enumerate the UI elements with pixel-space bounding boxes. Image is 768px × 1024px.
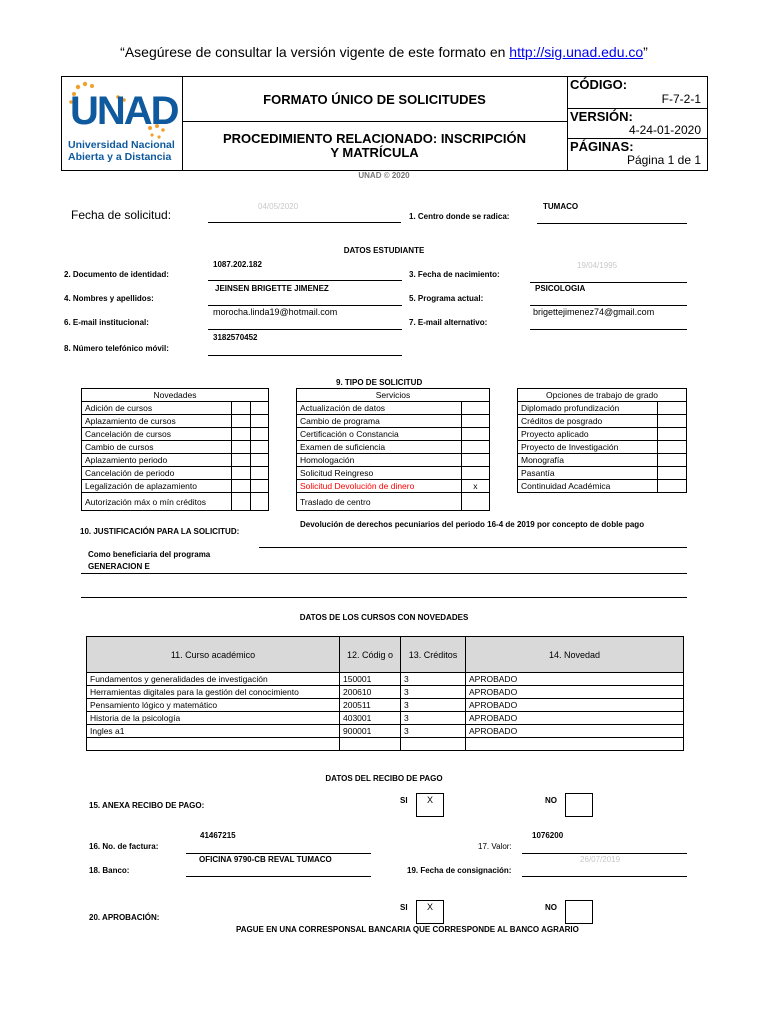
opcion-item: Diplomado profundización xyxy=(518,402,658,415)
servicio-item-highlight: Solicitud Devolución de dinero xyxy=(297,480,462,493)
procedure-title: PROCEDIMIENTO RELACIONADO: INSCRIPCIÓN Y MATRÍCULA xyxy=(222,131,527,160)
opcion-item: Proyecto de Investigación xyxy=(518,441,658,454)
table-row xyxy=(87,712,684,725)
opcion-check[interactable] xyxy=(658,428,687,441)
center-value[interactable]: TUMACO xyxy=(543,202,579,211)
opcion-check[interactable] xyxy=(658,415,687,428)
table-row xyxy=(87,738,684,751)
course-name: Ingles a1 xyxy=(87,725,340,738)
novedad-check[interactable] xyxy=(232,441,250,454)
table-row xyxy=(297,454,490,467)
opcion-item: Monografía xyxy=(518,454,658,467)
name-line xyxy=(208,305,402,306)
notice-link[interactable]: http://sig.unad.edu.co xyxy=(509,44,644,60)
table-row xyxy=(87,699,684,712)
novedad-item: Adición de cursos xyxy=(82,402,232,415)
course-code: 403001 xyxy=(340,712,401,725)
table-row xyxy=(87,673,684,686)
table-row xyxy=(297,441,490,454)
opcion-item: Créditos de posgrado xyxy=(518,415,658,428)
doc-label: 2. Documento de identidad: xyxy=(64,270,169,279)
unad-logo xyxy=(62,77,183,170)
novedades-header: Novedades xyxy=(82,389,269,402)
novedad-check[interactable] xyxy=(232,493,250,511)
program-line xyxy=(530,305,687,306)
program-value[interactable]: PSICOLOGIA xyxy=(535,284,586,293)
alt-email-value[interactable]: brigettejimenez74@gmail.com xyxy=(533,307,655,317)
course-status: APROBADO xyxy=(466,673,684,686)
pages-value: Página 1 de 1 xyxy=(626,153,701,167)
notice-suffix: ” xyxy=(643,44,648,60)
servicio-check[interactable] xyxy=(461,415,489,428)
student-section-title: DATOS ESTUDIANTE xyxy=(343,246,425,255)
bank-line xyxy=(186,876,371,877)
novedad-check[interactable] xyxy=(232,428,250,441)
approval-no-checkbox[interactable] xyxy=(565,900,593,924)
novedad-item: Cancelación de cursos xyxy=(82,428,232,441)
novedad-check[interactable] xyxy=(250,454,268,467)
table-row xyxy=(518,402,687,415)
novedad-check[interactable] xyxy=(250,415,268,428)
course-name: Pensamiento lógico y matemático xyxy=(87,699,340,712)
notice-prefix: “Asegúrese de consultar la versión vigente de este formato en xyxy=(120,44,510,60)
novedad-check[interactable] xyxy=(232,480,250,493)
table-row xyxy=(297,428,490,441)
annex-si-label: SI xyxy=(400,796,408,805)
courses-table xyxy=(86,636,684,751)
opcion-check[interactable] xyxy=(658,441,687,454)
table-row xyxy=(297,467,490,480)
justification-text-1[interactable]: Devolución de derechos pecuniarios del periodo 16-4 de 2019 por concepto de doble pago xyxy=(300,520,645,529)
servicio-check[interactable] xyxy=(461,428,489,441)
table-row xyxy=(82,428,269,441)
version-label: VERSIÓN: xyxy=(570,109,633,124)
amount-value[interactable]: 1076200 xyxy=(532,831,564,840)
bank-label: 18. Banco: xyxy=(89,866,130,875)
table-row xyxy=(518,480,687,493)
code-value: F-7-2-1 xyxy=(661,92,701,106)
opcion-check[interactable] xyxy=(658,480,687,493)
opcion-item: Continuidad Académica xyxy=(518,480,658,493)
center-label: 1. Centro donde se radica: xyxy=(409,212,510,221)
justification-line-2 xyxy=(81,573,687,574)
table-row xyxy=(82,454,269,467)
course-status xyxy=(466,738,684,751)
phone-line xyxy=(208,355,402,356)
opciones-table xyxy=(517,388,687,493)
table-row xyxy=(518,454,687,467)
novedad-item: Aplazamiento de cursos xyxy=(82,415,232,428)
course-name: Fundamentos y generalidades de investigación xyxy=(87,673,340,686)
opciones-header: Opciones de trabajo de grado xyxy=(518,389,687,402)
novedad-item: Legalización de aplazamiento xyxy=(82,480,232,493)
amount-label: 17. Valor: xyxy=(478,842,512,851)
center-line xyxy=(537,223,687,224)
servicio-item: Certificación o Constancia xyxy=(297,428,462,441)
course-code: 900001 xyxy=(340,725,401,738)
opcion-item: Proyecto aplicado xyxy=(518,428,658,441)
servicio-check-selected[interactable]: x xyxy=(461,480,489,493)
table-row xyxy=(87,686,684,699)
doc-line xyxy=(208,280,402,281)
servicio-item: Homologación xyxy=(297,454,462,467)
approval-label: 20. APROBACIÓN: xyxy=(89,913,160,922)
version-notice xyxy=(0,44,768,60)
novedad-check[interactable] xyxy=(250,441,268,454)
servicio-check[interactable] xyxy=(461,441,489,454)
copyright: UNAD © 2020 xyxy=(358,171,410,180)
logo-wordmark: UNAD xyxy=(70,89,178,133)
logo-subtitle-2: Abierta y a Distancia xyxy=(68,151,172,163)
code-label: CÓDIGO: xyxy=(570,77,628,92)
phone-value[interactable]: 3182570452 xyxy=(213,333,258,342)
annex-no-checkbox[interactable] xyxy=(565,793,593,817)
birth-label: 3. Fecha de nacimiento: xyxy=(409,270,500,279)
course-credits: 3 xyxy=(401,725,466,738)
course-status: APROBADO xyxy=(466,699,684,712)
birth-line xyxy=(530,282,687,283)
servicio-check[interactable] xyxy=(461,402,489,415)
form-header xyxy=(61,76,708,171)
servicio-check[interactable] xyxy=(461,467,489,480)
course-code-header: 12. Códig o xyxy=(340,637,401,673)
opcion-check[interactable] xyxy=(658,402,687,415)
novedad-item: Cancelación de periodo xyxy=(82,467,232,480)
course-credits: 3 xyxy=(401,712,466,725)
courses-header-row xyxy=(87,637,684,673)
alt-email-label: 7. E-mail alternativo: xyxy=(409,318,488,327)
amount-line xyxy=(522,853,687,854)
novedad-item: Cambio de cursos xyxy=(82,441,232,454)
justification-label: 10. JUSTIFICACIÓN PARA LA SOLICITUD: xyxy=(80,527,240,536)
invoice-value[interactable]: 41467215 xyxy=(200,831,236,840)
request-date-label: Fecha de solicitud: xyxy=(71,208,172,222)
table-row xyxy=(82,467,269,480)
logo-subtitle-1: Universidad Nacional xyxy=(68,139,175,151)
doc-value[interactable]: 1087.202.182 xyxy=(213,260,262,269)
email-value[interactable]: morocha.linda19@hotmail.com xyxy=(213,307,338,317)
opcion-check[interactable] xyxy=(658,454,687,467)
approval-si-checkbox[interactable]: X xyxy=(416,900,444,924)
novedad-check[interactable] xyxy=(250,480,268,493)
course-code: 150001 xyxy=(340,673,401,686)
justification-line-3 xyxy=(81,597,687,598)
servicios-table xyxy=(296,388,490,511)
novedad-item: Autorización máx o mín créditos xyxy=(82,493,232,511)
phone-label: 8. Número telefónico móvil: xyxy=(64,344,169,353)
novedad-check[interactable] xyxy=(250,428,268,441)
course-credits: 3 xyxy=(401,699,466,712)
table-row xyxy=(297,415,490,428)
course-name xyxy=(87,738,340,751)
course-credits xyxy=(401,738,466,751)
table-row xyxy=(518,441,687,454)
payment-section-title: DATOS DEL RECIBO DE PAGO xyxy=(325,774,443,783)
servicio-check[interactable] xyxy=(461,493,489,511)
servicio-item: Traslado de centro xyxy=(297,493,462,511)
table-row xyxy=(297,480,490,493)
table-row xyxy=(518,428,687,441)
email-label: 6. E-mail institucional: xyxy=(64,318,149,327)
servicio-check[interactable] xyxy=(461,454,489,467)
course-credits: 3 xyxy=(401,686,466,699)
course-code: 200610 xyxy=(340,686,401,699)
servicio-item: Solicitud Reingreso xyxy=(297,467,462,480)
payment-note: PAGUE EN UNA CORRESPONSAL BANCARIA QUE CORRESPONDE AL BANCO AGRARIO xyxy=(236,925,579,934)
novedad-check[interactable] xyxy=(232,454,250,467)
consign-label: 19. Fecha de consignación: xyxy=(407,866,512,875)
justification-text-2[interactable]: Como beneficiaria del programa xyxy=(88,550,211,559)
table-row xyxy=(297,402,490,415)
course-status: APROBADO xyxy=(466,725,684,738)
table-row xyxy=(82,415,269,428)
consign-line xyxy=(522,876,687,877)
course-code: 200511 xyxy=(340,699,401,712)
request-type-title: 9. TIPO DE SOLICITUD xyxy=(336,378,423,387)
annex-no-label: NO xyxy=(545,796,557,805)
course-name: Herramientas digitales para la gestión del conocimiento xyxy=(87,686,340,699)
course-credits-header: 13. Créditos xyxy=(401,637,466,673)
birth-value[interactable]: 19/04/1995 xyxy=(577,261,618,270)
servicios-header: Servicios xyxy=(297,389,490,402)
request-date-line xyxy=(208,222,401,223)
course-code xyxy=(340,738,401,751)
novedad-check[interactable] xyxy=(232,467,250,480)
course-status: APROBADO xyxy=(466,712,684,725)
consign-value[interactable]: 26/07/2019 xyxy=(580,855,621,864)
form-title: FORMATO ÚNICO DE SOLICITUDES xyxy=(182,77,567,122)
novedades-table xyxy=(81,388,269,511)
servicio-item: Examen de suficiencia xyxy=(297,441,462,454)
alt-email-line xyxy=(530,329,687,330)
program-label: 5. Programa actual: xyxy=(409,294,484,303)
courses-section-title: DATOS DE LOS CURSOS CON NOVEDADES xyxy=(299,613,469,622)
annex-si-checkbox[interactable]: X xyxy=(416,793,444,817)
novedad-check[interactable] xyxy=(232,415,250,428)
course-status-header: 14. Novedad xyxy=(466,637,684,673)
course-name: Historia de la psicología xyxy=(87,712,340,725)
table-row xyxy=(518,415,687,428)
table-row xyxy=(82,441,269,454)
approval-si-label: SI xyxy=(400,903,408,912)
table-row xyxy=(82,402,269,415)
table-row xyxy=(518,467,687,480)
annex-label: 15. ANEXA RECIBO DE PAGO: xyxy=(89,801,205,810)
course-credits: 3 xyxy=(401,673,466,686)
pages-label: PÁGINAS: xyxy=(570,139,634,154)
invoice-line xyxy=(186,853,371,854)
invoice-label: 16. No. de factura: xyxy=(89,842,159,851)
version-value: 4-24-01-2020 xyxy=(628,123,701,137)
course-status: APROBADO xyxy=(466,686,684,699)
servicio-item: Actualización de datos xyxy=(297,402,462,415)
approval-no-label: NO xyxy=(545,903,557,912)
opcion-item: Pasantía xyxy=(518,467,658,480)
name-value[interactable]: JEINSEN BRIGETTE JIMENEZ xyxy=(215,284,329,293)
novedad-item: Aplazamiento periodo xyxy=(82,454,232,467)
table-row xyxy=(297,493,490,511)
table-row xyxy=(87,725,684,738)
bank-value[interactable]: OFICINA 9790-CB REVAL TUMACO xyxy=(199,855,332,864)
justification-text-3[interactable]: GENERACION E xyxy=(88,562,150,571)
justification-line-1 xyxy=(259,547,687,548)
course-name-header: 11. Curso académico xyxy=(87,637,340,673)
novedad-check[interactable] xyxy=(232,402,250,415)
table-row xyxy=(82,493,269,511)
opcion-check[interactable] xyxy=(658,467,687,480)
table-row xyxy=(82,480,269,493)
request-date-value[interactable]: 04/05/2020 xyxy=(258,202,299,211)
email-line xyxy=(208,329,402,330)
novedad-check[interactable] xyxy=(250,467,268,480)
novedad-check[interactable] xyxy=(250,402,268,415)
name-label: 4. Nombres y apellidos: xyxy=(64,294,154,303)
novedad-check[interactable] xyxy=(250,493,268,511)
servicio-item: Cambio de programa xyxy=(297,415,462,428)
